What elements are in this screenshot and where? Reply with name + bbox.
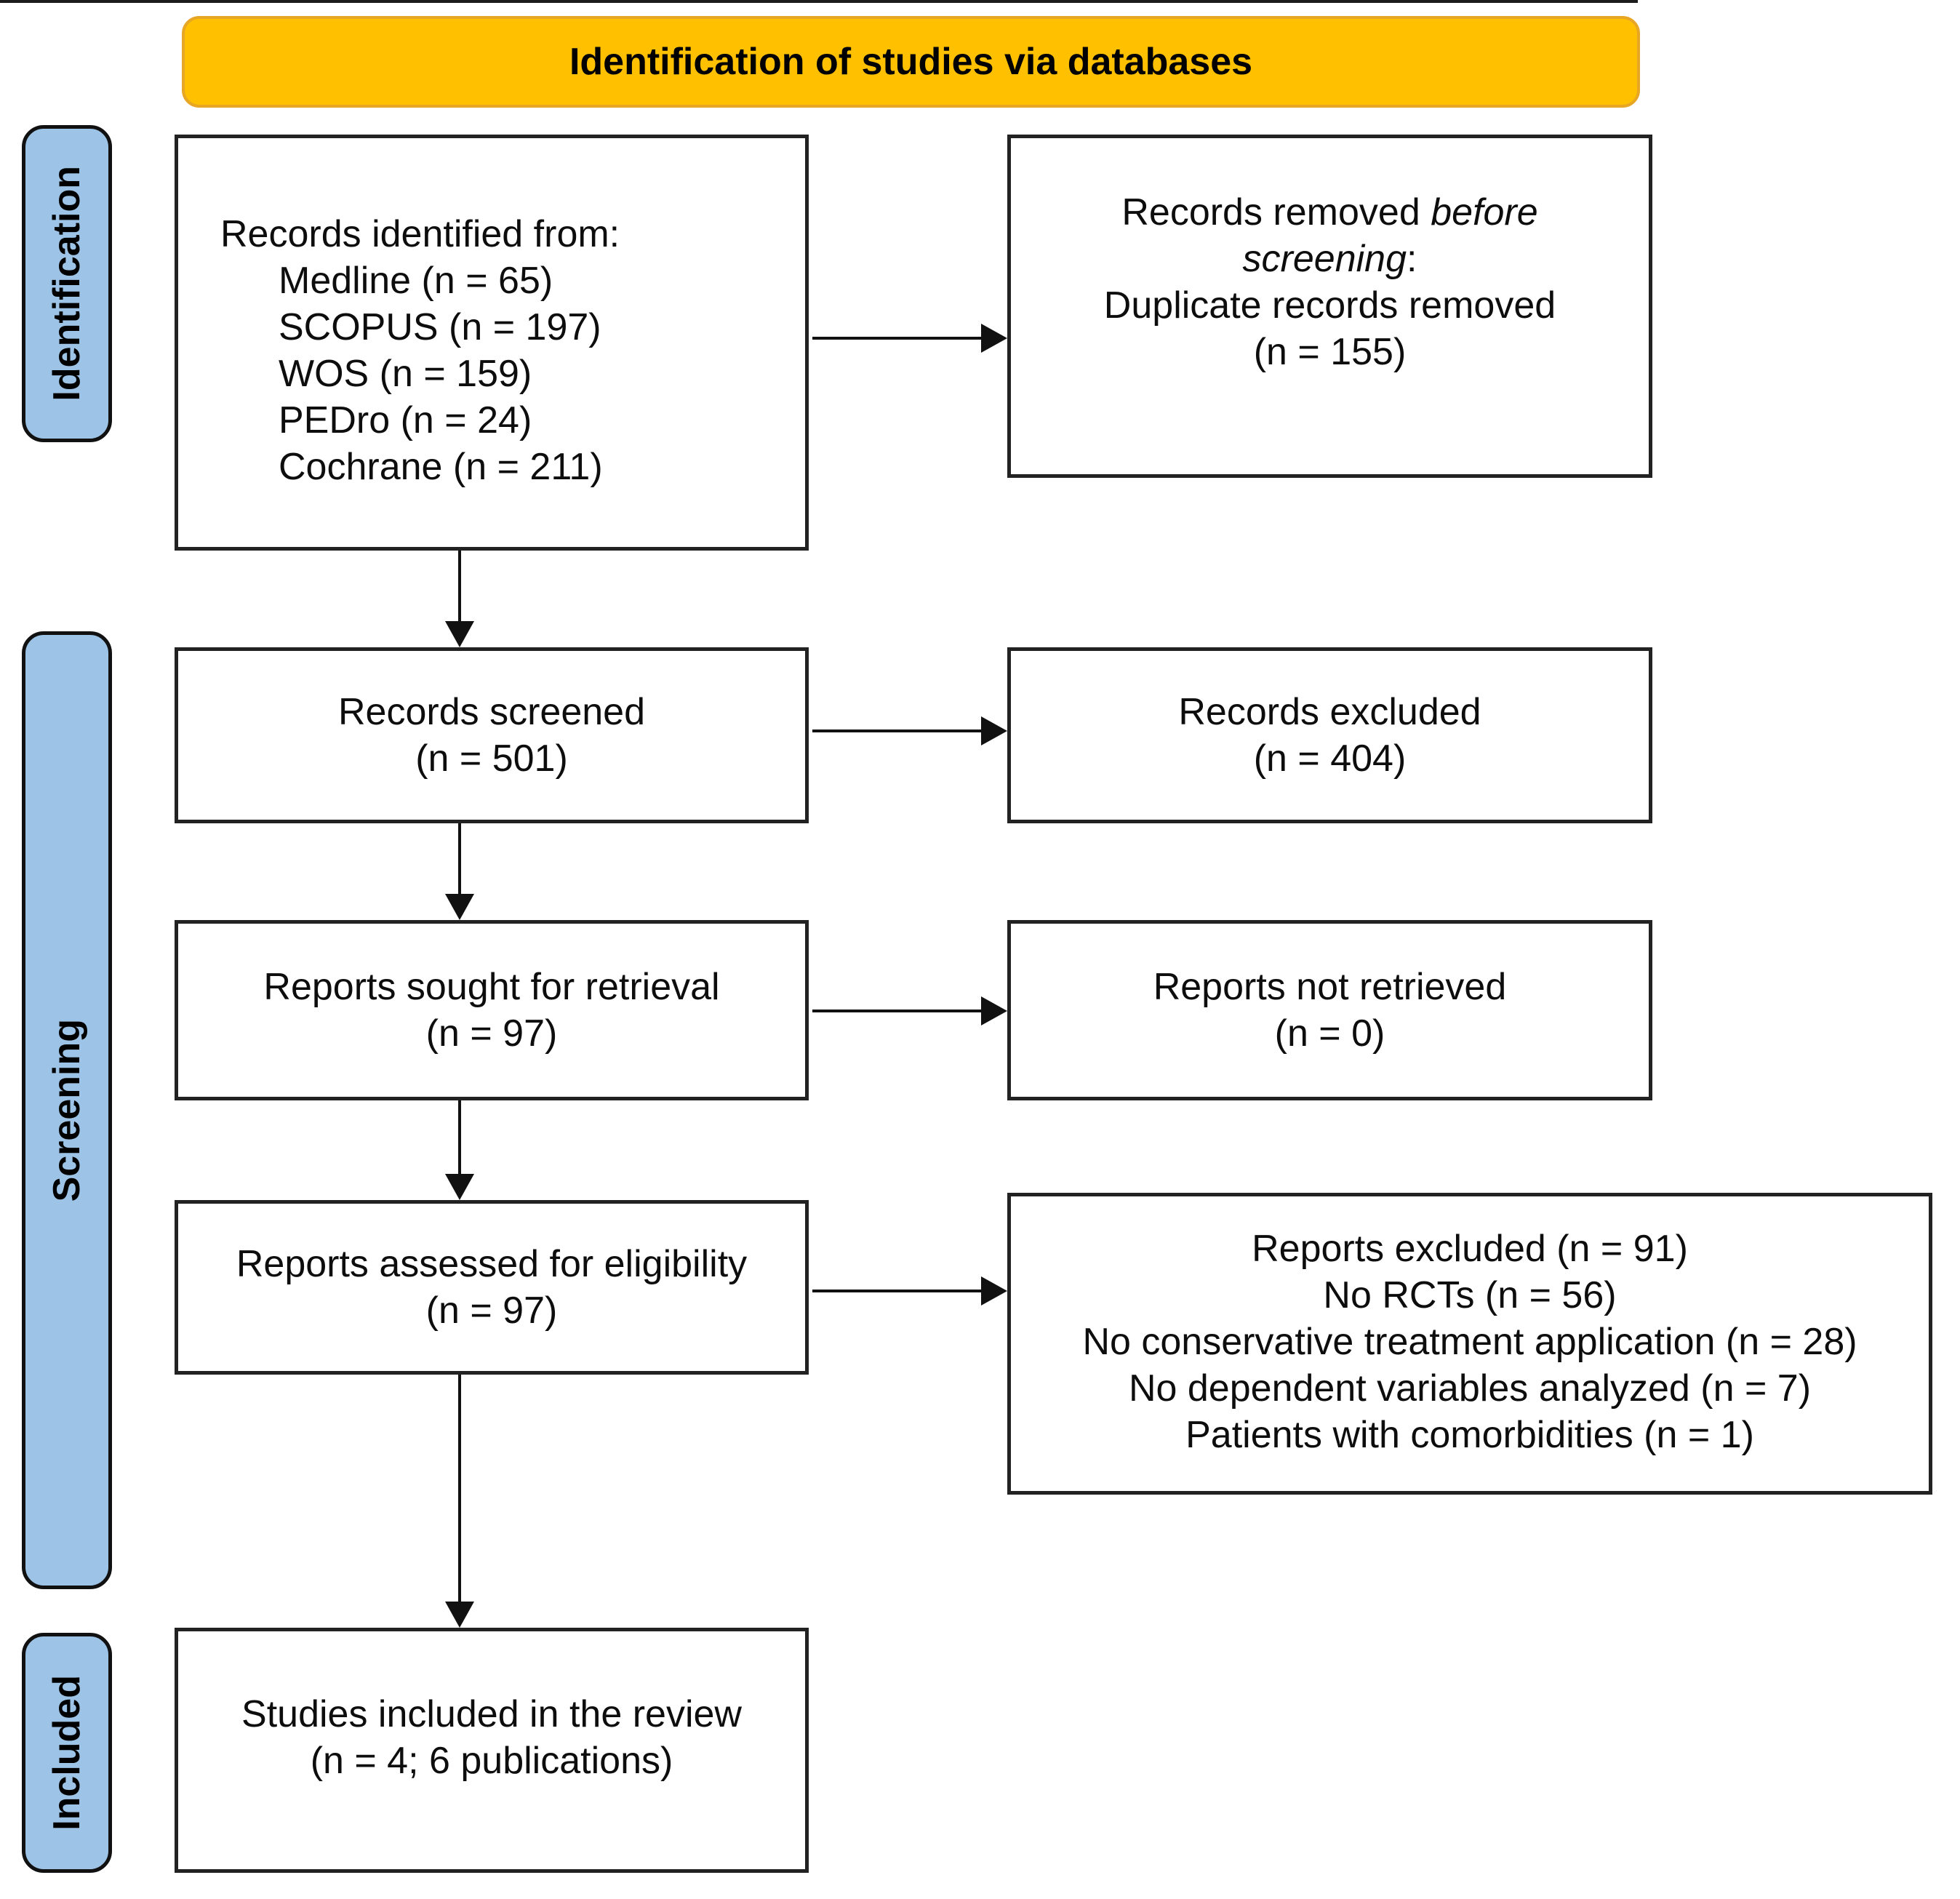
- studies-included-label: Studies included in the review: [241, 1693, 742, 1735]
- db-item-medline: Medline (n = 65): [279, 260, 553, 302]
- reports-not-retrieved-label: Reports not retrieved: [1153, 966, 1507, 1008]
- arrow-identified-to-screened-line: [458, 551, 461, 621]
- records-screened-count: (n = 501): [415, 737, 568, 780]
- db-item-wos: WOS (n = 159): [279, 353, 532, 395]
- stage-included-label: Included: [46, 1675, 88, 1831]
- arrow-screened-to-excluded-head: [981, 716, 1007, 745]
- records-removed-line2-colon: :: [1407, 238, 1417, 280]
- arrow-screened-to-sought-head: [445, 894, 474, 920]
- db-item-scopus: SCOPUS (n = 197): [279, 306, 601, 348]
- box-records-removed-before-screening: [1007, 135, 1652, 478]
- reports-excluded-reason-comorbidities: Patients with comorbidities (n = 1): [1185, 1414, 1754, 1456]
- arrow-assessed-to-excluded-head: [981, 1276, 1007, 1306]
- stage-screening-label: Screening: [46, 1018, 88, 1202]
- banner-identification-of-studies: [182, 16, 1640, 108]
- records-identified-title: Records identified from:: [220, 213, 620, 255]
- reports-assessed-label: Reports assessed for eligibility: [236, 1243, 748, 1285]
- reports-excluded-total: Reports excluded (n = 91): [1252, 1228, 1688, 1270]
- db-item-pedro: PEDro (n = 24): [279, 399, 532, 441]
- reports-not-retrieved-count: (n = 0): [1274, 1012, 1385, 1055]
- arrow-screened-to-excluded-line: [812, 729, 981, 732]
- arrow-screened-to-sought-line: [458, 823, 461, 894]
- arrow-identified-to-removed-head: [981, 324, 1007, 353]
- box-records-identified: [175, 135, 809, 551]
- records-removed-count: (n = 155): [1253, 331, 1407, 373]
- records-removed-line3: Duplicate records removed: [1103, 284, 1556, 327]
- reports-sought-label: Reports sought for retrieval: [263, 966, 720, 1008]
- box-reports-excluded: [1007, 1193, 1932, 1495]
- records-removed-line1: Records removed: [1121, 191, 1431, 233]
- arrow-sought-to-assessed-head: [445, 1174, 474, 1200]
- reports-sought-count: (n = 97): [425, 1012, 558, 1055]
- reports-excluded-reason-no-dependent-vars: No dependent variables analyzed (n = 7): [1128, 1367, 1812, 1410]
- arrow-sought-to-not-retrieved-head: [981, 996, 1007, 1026]
- records-excluded-label: Records excluded: [1178, 691, 1481, 733]
- records-removed-line2-italic: screening: [1242, 238, 1407, 280]
- arrow-identified-to-screened-head: [445, 621, 474, 647]
- reports-assessed-count: (n = 97): [425, 1290, 558, 1332]
- studies-included-count: (n = 4; 6 publications): [310, 1740, 673, 1782]
- stage-identification-label: Identification: [46, 166, 88, 401]
- banner-label: Identification of studies via databases: [569, 41, 1253, 83]
- box-studies-included: [175, 1628, 809, 1873]
- arrow-sought-to-assessed-line: [458, 1100, 461, 1174]
- reports-excluded-reason-no-conservative: No conservative treatment application (n = 28): [1082, 1321, 1857, 1363]
- arrow-assessed-to-included-head: [445, 1602, 474, 1628]
- arrow-assessed-to-included-line: [458, 1375, 461, 1602]
- box-records-screened: [175, 647, 809, 823]
- box-reports-not-retrieved: [1007, 920, 1652, 1100]
- records-removed-text: [1104, 189, 1556, 375]
- box-reports-sought: [175, 920, 809, 1100]
- stage-included: [22, 1633, 112, 1873]
- box-records-excluded: [1007, 647, 1652, 823]
- records-removed-line1-italic: before: [1431, 191, 1538, 233]
- records-excluded-count: (n = 404): [1253, 737, 1407, 780]
- stage-identification: [22, 125, 112, 442]
- arrow-sought-to-not-retrieved-line: [812, 1010, 981, 1012]
- box-reports-assessed: [175, 1200, 809, 1375]
- arrow-assessed-to-excluded-line: [812, 1290, 981, 1292]
- top-crop-line: [0, 0, 1638, 3]
- stage-screening: [22, 631, 112, 1589]
- db-item-cochrane: Cochrane (n = 211): [279, 446, 603, 488]
- arrow-identified-to-removed-line: [812, 337, 981, 340]
- reports-excluded-reason-no-rcts: No RCTs (n = 56): [1323, 1274, 1617, 1316]
- records-screened-label: Records screened: [338, 691, 645, 733]
